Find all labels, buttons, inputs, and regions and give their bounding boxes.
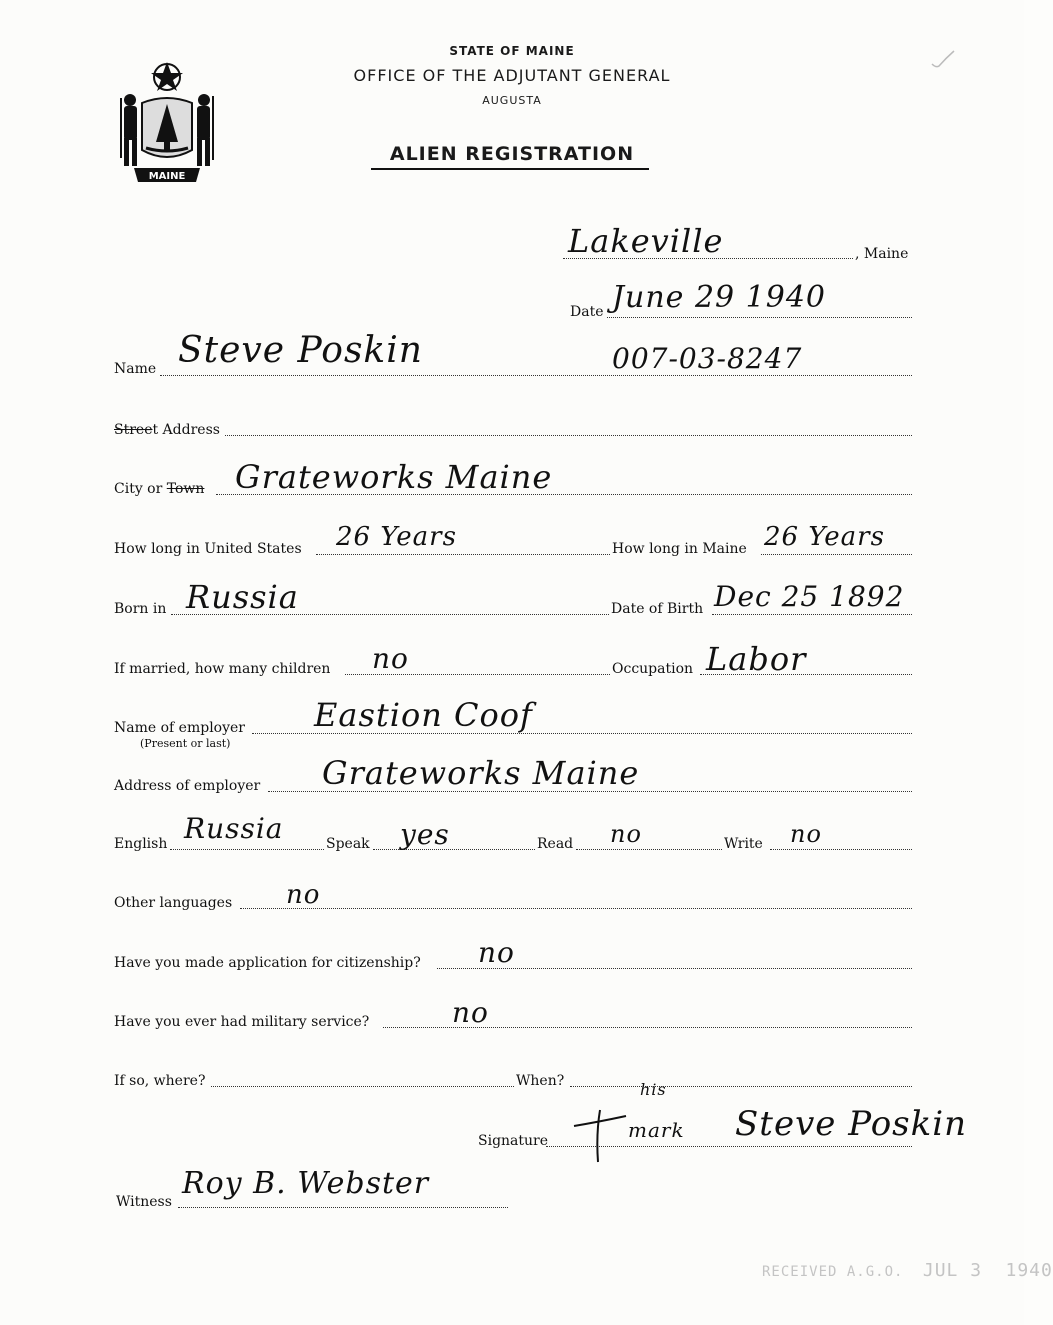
mark-his-text: his: [640, 1080, 667, 1099]
occupation-value: Labor: [706, 640, 807, 678]
mark-text: mark: [628, 1118, 685, 1142]
other-languages-value: no: [286, 880, 321, 910]
name-label: Name: [114, 361, 157, 377]
english-value: Russia: [184, 812, 284, 845]
check-mark-icon: [930, 50, 956, 70]
maine-label: , Maine: [855, 246, 909, 262]
english-label: English: [114, 836, 168, 852]
how-long-maine-value: 26 Years: [764, 522, 885, 552]
city-label: [114, 481, 204, 497]
how-long-us-value: 26 Years: [336, 522, 457, 552]
seal-text: MAINE: [148, 171, 186, 182]
when-line: [570, 1086, 912, 1087]
military-label: Have you ever had military service?: [114, 1014, 370, 1030]
write-value: no: [790, 820, 822, 848]
date-value: June 29 1940: [612, 280, 827, 315]
if-so-where-label: If so, where?: [114, 1073, 206, 1089]
date-label: Date: [570, 304, 604, 320]
date-of-birth-line: [712, 614, 912, 615]
town-struck-text: Town: [166, 481, 205, 497]
citizenship-value: no: [478, 936, 515, 969]
speak-line: [373, 849, 535, 850]
header-state: STATE OF MAINE: [449, 44, 575, 58]
name-value: Steve Poskin: [178, 330, 423, 371]
present-or-last-label: (Present or last): [140, 737, 231, 750]
born-in-value: Russia: [186, 578, 299, 616]
signature-label: Signature: [478, 1133, 549, 1149]
write-line: [770, 849, 912, 850]
city-value: Grateworks Maine: [235, 458, 553, 496]
street-address-line: [225, 435, 912, 436]
english-line: [170, 849, 324, 850]
witness-line: [178, 1207, 508, 1208]
street-address-label: [114, 422, 220, 438]
street-address-text: t Address: [152, 422, 220, 438]
military-value: no: [452, 996, 489, 1029]
read-line: [576, 849, 722, 850]
born-in-label: Born in: [114, 601, 167, 617]
name-line: [160, 375, 912, 376]
employer-value: Eastion Coof: [314, 696, 533, 734]
speak-label: Speak: [326, 836, 370, 852]
other-languages-line: [240, 908, 912, 909]
how-long-maine-line: [761, 554, 912, 555]
other-languages-label: Other languages: [114, 895, 233, 911]
registration-number-value: 007-03-8247: [612, 342, 803, 375]
date-line: [607, 317, 912, 318]
witness-value: Roy B. Webster: [182, 1166, 430, 1201]
form-title: ALIEN REGISTRATION: [389, 143, 635, 165]
married-children-label: If married, how many children: [114, 661, 331, 677]
received-stamp-text: RECEIVED A.G.O.: [762, 1264, 904, 1280]
how-long-us-label: How long in United States: [114, 541, 302, 557]
speak-value: yes: [400, 818, 450, 851]
occupation-label: Occupation: [612, 661, 694, 677]
city-or-text: City or: [114, 481, 163, 497]
children-value: no: [372, 642, 409, 675]
address-of-employer-label: Address of employer: [114, 778, 261, 794]
how-long-us-line: [316, 554, 610, 555]
received-stamp-year: 1940: [1005, 1260, 1053, 1281]
write-label: Write: [724, 836, 763, 852]
how-long-maine-label: How long in Maine: [612, 541, 747, 557]
town-value: Lakeville: [568, 222, 724, 260]
date-of-birth-value: Dec 25 1892: [714, 580, 905, 613]
read-label: Read: [537, 836, 574, 852]
witness-label: Witness: [116, 1194, 172, 1210]
citizenship-label: Have you made application for citizenship?: [114, 955, 421, 971]
when-label: When?: [516, 1073, 565, 1089]
street-struck-text: Stree: [114, 422, 153, 438]
x-mark-icon: [570, 1104, 630, 1166]
signature-name-value: Steve Poskin: [735, 1104, 968, 1144]
title-underline: [371, 168, 649, 170]
if-so-where-line: [211, 1086, 514, 1087]
read-value: no: [610, 820, 642, 848]
date-of-birth-label: Date of Birth: [611, 601, 704, 617]
employer-address-value: Grateworks Maine: [322, 754, 640, 792]
header-office: OFFICE OF THE ADJUTANT GENERAL: [353, 66, 671, 85]
name-of-employer-label: Name of employer: [114, 720, 245, 736]
received-stamp-date: JUL 3: [922, 1260, 983, 1281]
received-stamp: [762, 1260, 1053, 1281]
header-city: AUGUSTA: [482, 94, 542, 107]
